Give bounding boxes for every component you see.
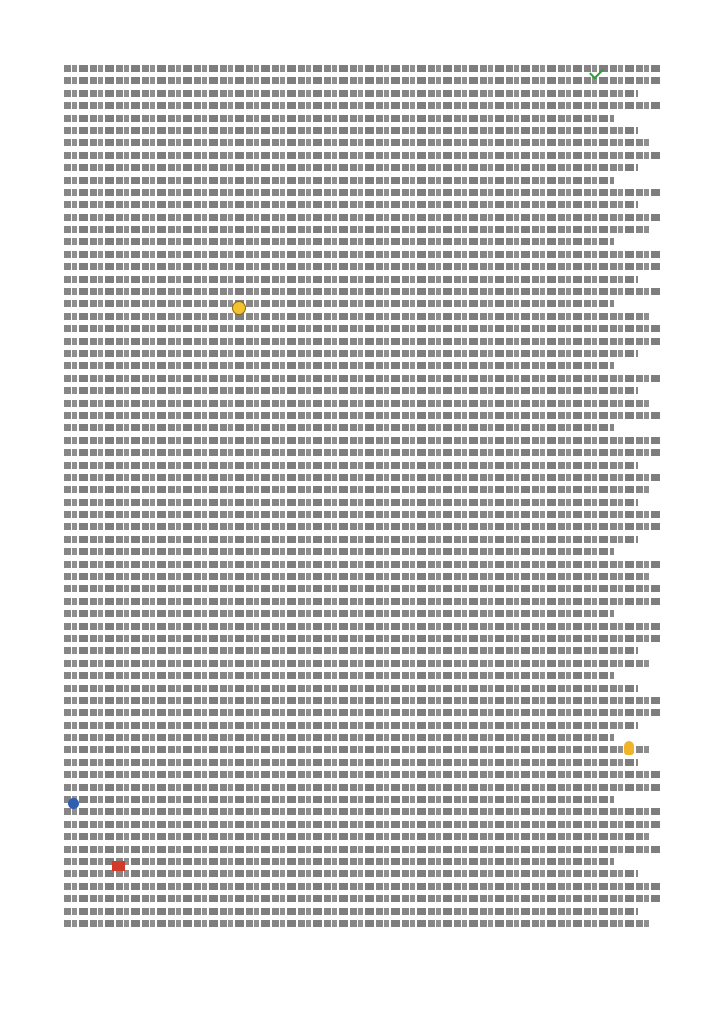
text-line	[64, 421, 662, 433]
text-line	[64, 644, 662, 656]
text-line	[64, 471, 662, 483]
text-line	[64, 87, 662, 99]
text-line	[64, 496, 662, 508]
text-line	[64, 248, 662, 260]
text-line	[64, 508, 662, 520]
text-line	[64, 99, 662, 111]
text-line	[64, 743, 662, 755]
text-line	[64, 273, 662, 285]
text-line	[64, 843, 662, 855]
text-line	[64, 260, 662, 272]
text-line	[64, 459, 662, 471]
text-line	[64, 756, 662, 768]
text-line	[64, 397, 662, 409]
text-line	[64, 211, 662, 223]
text-line	[64, 657, 662, 669]
text-line	[64, 818, 662, 830]
text-line	[64, 136, 662, 148]
garbled-text-body	[64, 62, 662, 928]
text-line	[64, 520, 662, 532]
text-line	[64, 892, 662, 904]
text-line	[64, 533, 662, 545]
text-line	[64, 545, 662, 557]
text-line	[64, 347, 662, 359]
text-line	[64, 781, 662, 793]
text-line	[64, 161, 662, 173]
text-line	[64, 124, 662, 136]
text-line	[64, 174, 662, 186]
text-line	[64, 905, 662, 917]
text-line	[64, 384, 662, 396]
text-line	[64, 731, 662, 743]
text-line	[64, 595, 662, 607]
text-line	[64, 335, 662, 347]
text-line	[64, 719, 662, 731]
text-line	[64, 682, 662, 694]
text-line	[64, 867, 662, 879]
text-line	[64, 880, 662, 892]
text-line	[64, 793, 662, 805]
text-line	[64, 558, 662, 570]
text-line	[64, 830, 662, 842]
text-line	[64, 149, 662, 161]
text-line	[64, 632, 662, 644]
text-line	[64, 223, 662, 235]
text-line	[64, 570, 662, 582]
text-line	[64, 322, 662, 334]
text-line	[64, 112, 662, 124]
text-line	[64, 186, 662, 198]
text-line	[64, 768, 662, 780]
text-line	[64, 198, 662, 210]
text-line	[64, 582, 662, 594]
text-line	[64, 607, 662, 619]
text-line	[64, 620, 662, 632]
text-line	[64, 694, 662, 706]
flag-icon	[112, 861, 125, 871]
hand-icon	[624, 741, 634, 755]
text-line	[64, 74, 662, 86]
globe-icon	[68, 798, 79, 809]
text-line	[64, 446, 662, 458]
text-line	[64, 917, 662, 928]
text-line	[64, 310, 662, 322]
text-line	[64, 669, 662, 681]
text-line	[64, 855, 662, 867]
text-line	[64, 483, 662, 495]
text-line	[64, 434, 662, 446]
text-line	[64, 805, 662, 817]
text-line	[64, 235, 662, 247]
text-line	[64, 706, 662, 718]
text-line	[64, 359, 662, 371]
text-line	[64, 285, 662, 297]
emoji-icon	[232, 301, 246, 315]
text-line	[64, 409, 662, 421]
text-line	[64, 62, 662, 74]
text-line	[64, 372, 662, 384]
text-line	[64, 297, 662, 309]
